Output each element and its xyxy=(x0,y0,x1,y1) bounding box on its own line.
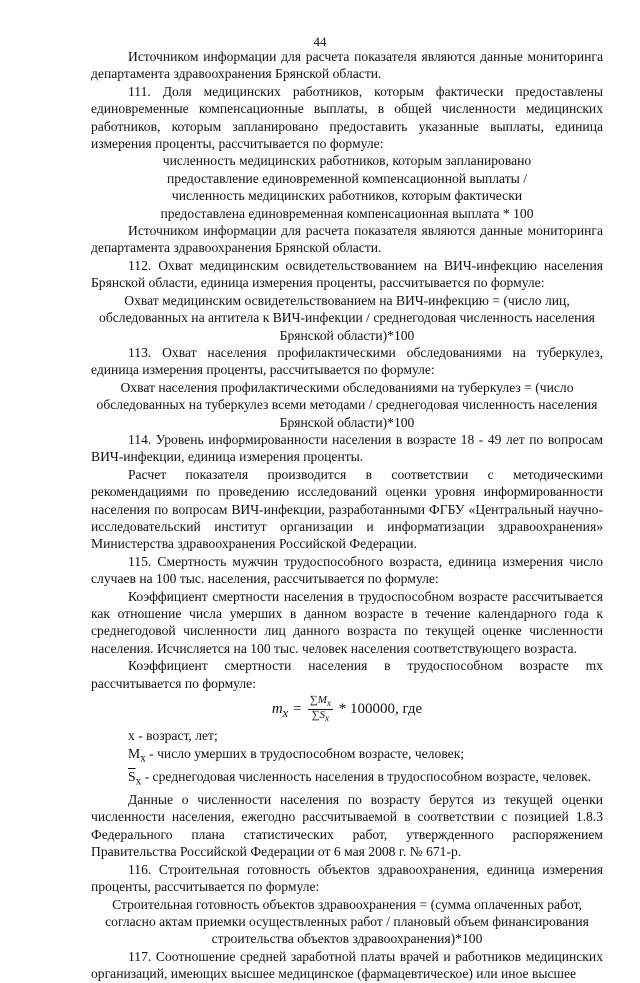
formula-lhs-sub: x xyxy=(282,706,289,721)
formula-denominator: $\sum S_x$ xyxy=(311,709,330,724)
formula-line: Охват медицинским освидетельствованием на ВИЧ-инфекцию = (число лиц, xyxy=(124,292,570,308)
paragraph-item-116: 116. Строительная готовность объектов здравоохранения, единица измерения проценты, рассчитывается по формуле: xyxy=(91,861,603,895)
formula-line: предоставление единовременной компенсационной выплаты / xyxy=(167,170,527,186)
paragraph: Данные о численности населения по возрасту берутся из текущей оценки численности населения, ежегодно рассчитываемой в соответствии с позицией 1.8.3 Федерального плана статистических работ, утвержденного распоряжением Правительства Российской Федерации от 6 мая 2008 г. № 671-р. xyxy=(91,792,603,860)
paragraph-item-114: 114. Уровень информированности населения в возрасте 18 - 49 лет по вопросам ВИЧ-инфекции, единица измерения проценты. xyxy=(91,431,603,465)
paragraph: Расчет показателя производится в соответствии с методическими рекомендациями по проведению исследований оценки уровня информированности населения по вопросам ВИЧ-инфекции, разработанными ФГБУ «Центральный научно-исследовательский институт организации и информатизации здравоохранения» Министерства здравоохранения Российской Федерации. xyxy=(91,466,603,552)
paragraph-item-112: 112. Охват медицинским освидетельствованием на ВИЧ-инфекцию населения Брянской области, единица измерения проценты, рассчитывается по формуле: xyxy=(91,257,603,291)
definition-x: x - возраст, лет; xyxy=(128,728,218,744)
formula-line: численность медицинских работников, которым запланировано xyxy=(162,153,532,169)
formula-line: Брянской области)*100 xyxy=(279,327,415,343)
paragraph: Источником информации для расчета показателя являются данные мониторинга департамента здравоохранения Брянской области. xyxy=(91,49,603,82)
paragraph: Источником информации для расчета показателя являются данные мониторинга департамента здравоохранения Брянской области. xyxy=(91,223,603,256)
formula-line: обследованных на туберкулез всеми методами / среднегодовая численность населения xyxy=(96,397,598,413)
paragraph: Коэффициент смертности населения в трудоспособном возрасте mx рассчитывается по формуле: xyxy=(91,658,603,691)
paragraph: Коэффициент смертности населения в трудоспособном возрасте рассчитывается как отношение числа умерших в данном возрасте в течение календарного года к среднегодовой численности лиц данного возраста по текущей оценке численности населения. Исчисляется на 100 тыс. человек населения соответствующего возраста. xyxy=(91,588,603,656)
formula-line: численность медицинских работников, которым фактически xyxy=(171,188,523,204)
definition-s: $\overline{S}_x$ - среднегодовая численность населения в трудоспособном возрасте, человек. xyxy=(128,768,592,788)
formula-fraction xyxy=(308,695,333,724)
formula-line: Охват населения профилактическими обследованиями на туберкулез = (число xyxy=(120,379,574,395)
formula-line: согласно актам приемки осуществленных работ / плановый объем финансирования xyxy=(105,913,589,929)
formula-rhs: * 100000, где xyxy=(338,701,423,718)
formula-line: предоставлена единовременная компенсационная выплата * 100 xyxy=(160,205,534,221)
formula-numerator: $\sum M_x$ xyxy=(309,694,331,709)
formula-line: Брянской области)*100 xyxy=(279,414,415,430)
paragraph-item-111: 111. Доля медицинских работников, которым фактически предоставлены единовременные компенсационные выплаты, в общей численности медицинских работников, которым запланировано предоставить указанные выплаты, единица измерения проценты, рассчитывается по формуле: xyxy=(91,83,603,152)
page-number: 44 xyxy=(313,34,327,49)
paragraph-item-113: 113. Охват населения профилактическими обследованиями на туберкулез, единица измерения проценты, рассчитывается по формуле: xyxy=(91,344,603,378)
formula-line: обследованных на антитела к ВИЧ-инфекции / среднегодовая численность населения xyxy=(99,310,595,326)
definition-m: $M_x$ - число умерших в трудоспособном возрасте, человек; xyxy=(128,745,465,765)
paragraph-item-115: 115. Смертность мужчин трудоспособного возраста, единица измерения число случаев на 100 тыс. населения, рассчитывается по формуле: xyxy=(91,553,603,587)
mortality-formula: $m_x$ = $\frac{\sum M_x}{\sum S_x}$ * 100000, где xyxy=(271,694,423,724)
paragraph-item-117: 117. Соотношение средней заработной платы врачей и работников медицинских организаций, имеющих высшее медицинское (фармацевтическое) или иное высшее xyxy=(91,948,603,982)
formula-line: строительства объектов здравоохранения)*100 xyxy=(211,931,483,947)
formula-lhs: m xyxy=(271,701,283,718)
formula-line: Строительная готовность объектов здравоохранения = (сумма оплаченных работ, xyxy=(112,896,582,912)
body-text xyxy=(91,48,603,983)
